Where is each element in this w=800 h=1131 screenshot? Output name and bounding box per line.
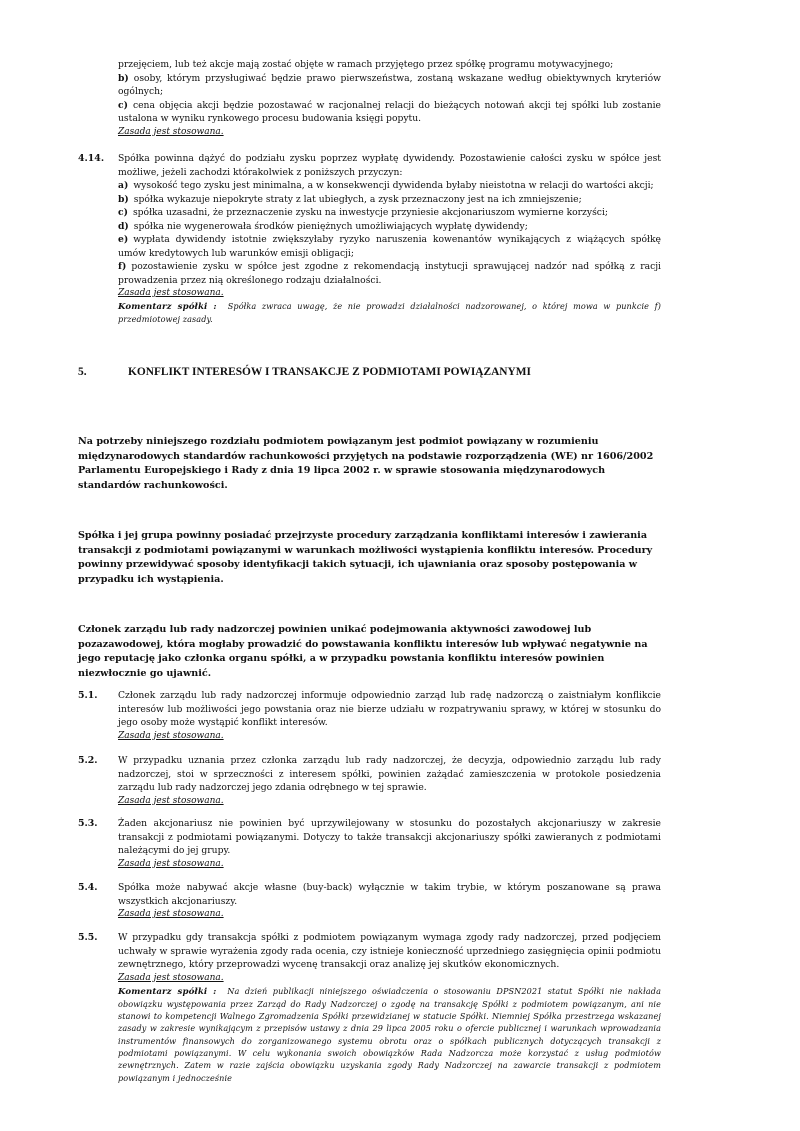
principle-text: Żaden akcjonariusz nie powinien być uprzywilejowany w stosunku do pozostałych akcjonariuszy w zakresie transakcji z podmiotami powiązanymi. Dotyczy to także transakcji akcjonariuszy spółki zawieranych z podmiotami należącymi do jej grupy. <box>118 818 661 856</box>
item-text: wysokość tego zysku jest minimalna, a w konsekwencji dywidenda byłaby nieistotna w relacji do wartości akcji; <box>133 180 654 191</box>
item-text: cena objęcia akcji będzie pozostawać w racjonalnej relacji do bieżących notowań akcji tej spółki lub zostanie ustalona w wyniku rynkowego procesu budowania księgi popytu. <box>118 99 661 124</box>
chapter-heading <box>78 364 531 380</box>
list-item <box>118 260 661 287</box>
principle-number: 5.5. <box>78 932 98 943</box>
item-text: spółka uzasadni, że przeznaczenie zysku na inwestycje przyniesie akcjonariuszom wymierne korzyści; <box>132 207 608 218</box>
principle-5-2 <box>118 754 661 808</box>
principle-number: 4.14. <box>78 153 105 164</box>
item-label: b) <box>118 72 129 84</box>
item-label: f) <box>118 261 127 272</box>
status-text: Zasada jest stosowana. <box>118 730 224 741</box>
chapter-intro-paragraph: Członek zarządu lub rady nadzorczej powinien unikać podejmowania aktywności zawodowej lub pozazawodowej, która mogłaby prowadzić do powstawania konfliktu interesów lub wpływać negatywnie na jego reputację jako członka organu spółki, a w przypadku powstania konfliktu interesów powinien niezwłocznie go ujawnić. <box>78 624 648 679</box>
continuation-block <box>118 58 661 139</box>
item-text: pozostawienie zysku w spółce jest zgodne z rekomendacją instytucji sprawującej nadzór nad spółką z racji prowadzenia przez nią określonego rodzaju działalności. <box>118 261 661 286</box>
list-item <box>118 179 661 193</box>
item-label: e) <box>118 234 129 245</box>
principle-5-5 <box>118 931 661 1084</box>
item-label: c) <box>118 207 128 218</box>
chapter-intro-paragraph: Spółka i jej grupa powinny posiadać przejrzyste procedury zarządzania konfliktami interesów i zawierania transakcji z podmiotami powiązanymi w warunkach możliwości wystąpienia konfliktu interesów. Procedury powinny przewidywać sposoby identyfikacji takich sytuacji, ich ujawniania oraz sposoby postępowania w przypadku ich wystąpienia. <box>78 530 653 585</box>
principle-text: Spółka powinna dążyć do podziału zysku poprzez wypłatę dywidendy. Pozostawienie całości zysku w spółce jest możliwe, jeżeli zachodzi którakolwiek z poniższych przyczyn: <box>118 153 661 178</box>
principle-text: Spółka może nabywać akcje własne (buy-back) wyłącznie w takim trybie, w którym poszanowane są prawa wszystkich akcjonariuszy. <box>118 882 661 907</box>
list-item <box>118 206 661 220</box>
comment-label: Komentarz spółki : <box>118 986 217 997</box>
principle-number: 5.3. <box>78 818 98 829</box>
list-item <box>118 193 661 207</box>
status-text: Zasada jest stosowana. <box>118 288 224 298</box>
list-item <box>118 220 661 234</box>
item-text: spółka wykazuje niepokryte straty z lat ubiegłych, a zysk przeznaczony jest na ich zmniejszenie; <box>133 193 582 205</box>
company-comment <box>118 300 661 326</box>
comment-text: Spółka zwraca uwagę, że nie prowadzi działalności nadzorowanej, o której mowa w punkcie f) przedmiotowej zasady. <box>118 301 661 325</box>
item-label: c) <box>118 99 128 111</box>
item-label: d) <box>118 220 129 232</box>
principle-number: 5.1. <box>78 690 98 701</box>
chapter-title: KONFLIKT INTERESÓW I TRANSAKCJE Z PODMIOTAMI POWIĄZANYMI <box>128 366 531 378</box>
principle-5-3 <box>118 817 661 871</box>
principle-text: Członek zarządu lub rady nadzorczej informuje odpowiednio zarząd lub radę nadzorczą o zaistniałym konflikcie interesów lub możliwości jego powstania oraz nie bierze udziału w rozpatrywaniu sprawy, w której w stosunku do jego osoby może wystąpić konflikt interesów. <box>118 690 661 728</box>
principle-5-1 <box>118 689 661 743</box>
status-text: Zasada jest stosowana. <box>118 909 224 919</box>
item-label: b) <box>118 193 129 205</box>
list-item <box>118 233 661 260</box>
comment-label: Komentarz spółki : <box>118 302 217 312</box>
status-text: Zasada jest stosowana. <box>118 795 224 806</box>
principle-4-14 <box>118 152 661 326</box>
status-text: Zasada jest stosowana. <box>118 972 224 983</box>
list-item <box>118 72 661 99</box>
item-text: wypłata dywidendy istotnie zwiększyłaby ryzyko naruszenia kowenantów wynikających z wiążących spółkę umów kredytowych lub warunków emisji obligacji; <box>118 234 661 259</box>
principle-number: 5.4. <box>78 882 98 893</box>
principle-5-4 <box>118 881 661 921</box>
comment-text: Na dzień publikacji niniejszego oświadczenia o stosowaniu DPSN2021 statut Spółki nie nakłada obowiązku występowania przez Zarząd do Rady Nadzorczej o zgodę na transakcję Spółki z podmiotem powiązanym, ani nie stanowi to kompetencji Walnego Zgromadzenia Spółki przewidzianej w statucie Spółki. Niemniej Spółka przestrzega wskazanej zasady w zakresie wynikającym z przepisów ustawy z dnia 29 lipca 2005 roku o ofercie publicznej i warunkach wprowadzania instrumentów finansowych do zorganizowanego systemu obrotu oraz o spółkach publicznych dotyczących transakcji z podmiotami powiązanymi. W celu wykonania swoich obowiązków Rada Nadzorcza może korzystać z usług podmiotów zewnętrznych. Zatem w razie zajścia obowiązku uzyskania zgody Rady Nadzorczej na zawarcie transakcji z podmiotem powiązanym i jednocześnie <box>118 985 661 1083</box>
continuation-line: przejęciem, lub też akcje mają zostać objęte w ramach przyjętego przez spółkę programu motywacyjnego; <box>118 59 614 70</box>
item-text: spółka nie wygenerowała środków pieniężnych umożliwiających wypłatę dywidendy; <box>133 220 528 232</box>
item-label: a) <box>118 180 129 191</box>
status-text: Zasada jest stosowana. <box>118 126 224 137</box>
principle-text: W przypadku gdy transakcja spółki z podmiotem powiązanym wymaga zgody rady nadzorczej, przed podjęciem uchwały w sprawie wyrażenia zgody rada ocenia, czy istnieje konieczność uprzedniego zasięgnięcia opinii podmiotu zewnętrznego, który przeprowadzi wycenę transakcji oraz analizę jej skutków ekonomicznych. <box>118 932 661 970</box>
status-text: Zasada jest stosowana. <box>118 858 224 869</box>
chapter-number: 5. <box>78 366 87 378</box>
list-item <box>118 99 661 126</box>
chapter-intro-paragraph: Na potrzeby niniejszego rozdziału podmiotem powiązanym jest podmiot powiązany w rozumieniu międzynarodowych standardów rachunkowości przyjętych na podstawie rozporządzenia (WE) nr 1606/2002 Parlamentu Europejskiego i Rady z dnia 19 lipca 2002 r. w sprawie stosowania międzynarodowych standardów rachunkowości. <box>78 436 654 491</box>
item-text: osoby, którym przysługiwać będzie prawo pierwszeństwa, zostaną wskazane według obiektywnych kryteriów ogólnych; <box>118 72 661 97</box>
company-comment <box>118 985 661 1084</box>
principle-text: W przypadku uznania przez członka zarządu lub rady nadzorczej, że decyzja, odpowiednio zarządu lub rady nadzorczej, stoi w sprzeczności z interesem spółki, powinien zażądać zamieszczenia w protokole posiedzenia zarządu lub rady nadzorczej jego zdania odrębnego w tej sprawie. <box>118 755 661 793</box>
principle-number: 5.2. <box>78 755 98 766</box>
